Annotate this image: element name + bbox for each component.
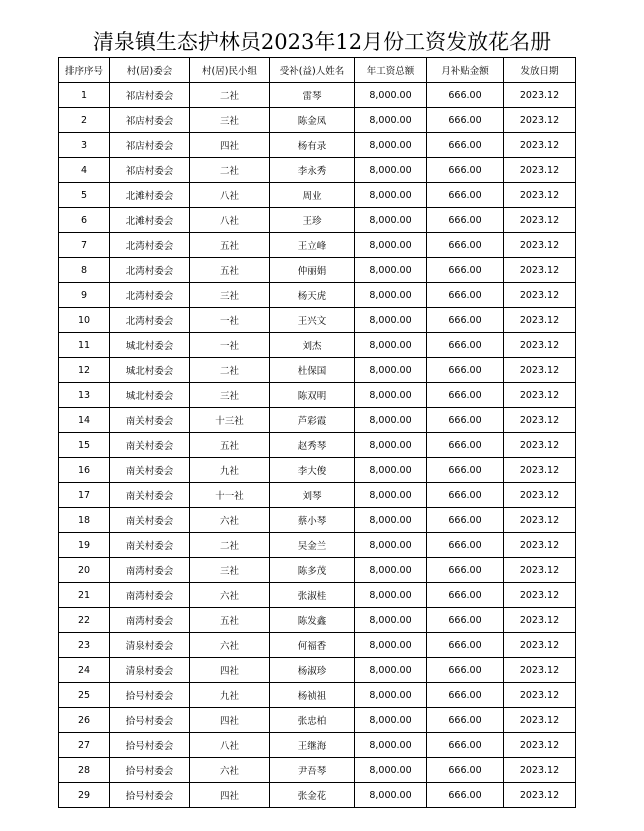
recipient-name-cell: 陈发鑫 [270, 608, 355, 633]
pay-date-cell: 2023.12 [504, 83, 576, 108]
village-committee-cell: 南湾村委会 [110, 583, 190, 608]
village-group-cell: 二社 [190, 358, 270, 383]
annual-total-cell: 8,000.00 [355, 183, 427, 208]
recipient-name-cell: 何福香 [270, 633, 355, 658]
village-group-cell: 三社 [190, 283, 270, 308]
village-committee-cell: 拾号村委会 [110, 708, 190, 733]
village-group-cell: 六社 [190, 508, 270, 533]
village-group-cell: 二社 [190, 83, 270, 108]
monthly-subsidy-cell: 666.00 [427, 658, 504, 683]
village-group-cell: 五社 [190, 608, 270, 633]
pay-date-cell: 2023.12 [504, 158, 576, 183]
pay-date-cell: 2023.12 [504, 583, 576, 608]
table-row [59, 183, 576, 208]
table-row [59, 508, 576, 533]
recipient-name-cell: 芦彩霞 [270, 408, 355, 433]
village-group-cell: 十三社 [190, 408, 270, 433]
seq-cell: 2 [59, 108, 110, 133]
monthly-subsidy-cell: 666.00 [427, 433, 504, 458]
table-row [59, 783, 576, 808]
recipient-name-cell: 刘琴 [270, 483, 355, 508]
seq-cell: 28 [59, 758, 110, 783]
monthly-subsidy-cell: 666.00 [427, 533, 504, 558]
header-recipient-name: 受补(益)人姓名 [270, 58, 355, 83]
pay-date-cell: 2023.12 [504, 458, 576, 483]
seq-cell: 7 [59, 233, 110, 258]
seq-cell: 29 [59, 783, 110, 808]
header-pay-date: 发放日期 [504, 58, 576, 83]
village-committee-cell: 南湾村委会 [110, 558, 190, 583]
annual-total-cell: 8,000.00 [355, 708, 427, 733]
village-group-cell: 八社 [190, 733, 270, 758]
table-row [59, 283, 576, 308]
annual-total-cell: 8,000.00 [355, 758, 427, 783]
monthly-subsidy-cell: 666.00 [427, 308, 504, 333]
header-village-committee: 村(居)委会 [110, 58, 190, 83]
pay-date-cell: 2023.12 [504, 558, 576, 583]
annual-total-cell: 8,000.00 [355, 783, 427, 808]
table-row [59, 258, 576, 283]
village-group-cell: 二社 [190, 158, 270, 183]
payroll-table [58, 57, 576, 808]
monthly-subsidy-cell: 666.00 [427, 508, 504, 533]
recipient-name-cell: 吴金兰 [270, 533, 355, 558]
table-row [59, 583, 576, 608]
annual-total-cell: 8,000.00 [355, 583, 427, 608]
seq-cell: 14 [59, 408, 110, 433]
village-group-cell: 八社 [190, 208, 270, 233]
table-row [59, 483, 576, 508]
village-committee-cell: 北湾村委会 [110, 283, 190, 308]
village-committee-cell: 拾号村委会 [110, 783, 190, 808]
seq-cell: 10 [59, 308, 110, 333]
village-committee-cell: 清泉村委会 [110, 633, 190, 658]
village-committee-cell: 南关村委会 [110, 458, 190, 483]
village-committee-cell: 祁店村委会 [110, 83, 190, 108]
seq-cell: 25 [59, 683, 110, 708]
table-body [59, 83, 576, 808]
village-group-cell: 六社 [190, 633, 270, 658]
monthly-subsidy-cell: 666.00 [427, 183, 504, 208]
pay-date-cell: 2023.12 [504, 783, 576, 808]
recipient-name-cell: 杨有录 [270, 133, 355, 158]
monthly-subsidy-cell: 666.00 [427, 558, 504, 583]
monthly-subsidy-cell: 666.00 [427, 383, 504, 408]
table-row [59, 558, 576, 583]
village-committee-cell: 祁店村委会 [110, 108, 190, 133]
monthly-subsidy-cell: 666.00 [427, 583, 504, 608]
recipient-name-cell: 仲丽娟 [270, 258, 355, 283]
village-committee-cell: 南关村委会 [110, 533, 190, 558]
village-group-cell: 八社 [190, 183, 270, 208]
recipient-name-cell: 杨天虎 [270, 283, 355, 308]
table-row [59, 358, 576, 383]
recipient-name-cell: 张淑桂 [270, 583, 355, 608]
pay-date-cell: 2023.12 [504, 333, 576, 358]
village-group-cell: 四社 [190, 658, 270, 683]
annual-total-cell: 8,000.00 [355, 508, 427, 533]
annual-total-cell: 8,000.00 [355, 283, 427, 308]
monthly-subsidy-cell: 666.00 [427, 233, 504, 258]
annual-total-cell: 8,000.00 [355, 208, 427, 233]
monthly-subsidy-cell: 666.00 [427, 758, 504, 783]
village-committee-cell: 城北村委会 [110, 333, 190, 358]
annual-total-cell: 8,000.00 [355, 483, 427, 508]
village-committee-cell: 南关村委会 [110, 508, 190, 533]
table-row [59, 533, 576, 558]
table-row [59, 83, 576, 108]
table-row [59, 658, 576, 683]
monthly-subsidy-cell: 666.00 [427, 633, 504, 658]
seq-cell: 5 [59, 183, 110, 208]
monthly-subsidy-cell: 666.00 [427, 783, 504, 808]
seq-cell: 12 [59, 358, 110, 383]
table-row [59, 333, 576, 358]
annual-total-cell: 8,000.00 [355, 108, 427, 133]
recipient-name-cell: 雷琴 [270, 83, 355, 108]
pay-date-cell: 2023.12 [504, 258, 576, 283]
annual-total-cell: 8,000.00 [355, 158, 427, 183]
seq-cell: 26 [59, 708, 110, 733]
pay-date-cell: 2023.12 [504, 308, 576, 333]
seq-cell: 24 [59, 658, 110, 683]
table-row [59, 133, 576, 158]
monthly-subsidy-cell: 666.00 [427, 333, 504, 358]
recipient-name-cell: 王立峰 [270, 233, 355, 258]
header-seq: 排序序号 [59, 58, 110, 83]
village-committee-cell: 城北村委会 [110, 358, 190, 383]
recipient-name-cell: 陈多茂 [270, 558, 355, 583]
pay-date-cell: 2023.12 [504, 133, 576, 158]
table-row [59, 708, 576, 733]
seq-cell: 16 [59, 458, 110, 483]
header-monthly-subsidy: 月补贴金额 [427, 58, 504, 83]
seq-cell: 8 [59, 258, 110, 283]
table-row [59, 633, 576, 658]
monthly-subsidy-cell: 666.00 [427, 283, 504, 308]
pay-date-cell: 2023.12 [504, 108, 576, 133]
village-committee-cell: 北湾村委会 [110, 308, 190, 333]
header-village-group: 村(居)民小组 [190, 58, 270, 83]
village-committee-cell: 北滩村委会 [110, 208, 190, 233]
annual-total-cell: 8,000.00 [355, 683, 427, 708]
village-group-cell: 五社 [190, 433, 270, 458]
recipient-name-cell: 尹吾琴 [270, 758, 355, 783]
village-group-cell: 四社 [190, 133, 270, 158]
recipient-name-cell: 张忠柏 [270, 708, 355, 733]
annual-total-cell: 8,000.00 [355, 83, 427, 108]
village-group-cell: 四社 [190, 783, 270, 808]
monthly-subsidy-cell: 666.00 [427, 158, 504, 183]
recipient-name-cell: 王兴文 [270, 308, 355, 333]
seq-cell: 23 [59, 633, 110, 658]
village-committee-cell: 清泉村委会 [110, 658, 190, 683]
recipient-name-cell: 周业 [270, 183, 355, 208]
monthly-subsidy-cell: 666.00 [427, 258, 504, 283]
village-group-cell: 三社 [190, 383, 270, 408]
recipient-name-cell: 王珍 [270, 208, 355, 233]
village-committee-cell: 拾号村委会 [110, 683, 190, 708]
annual-total-cell: 8,000.00 [355, 433, 427, 458]
pay-date-cell: 2023.12 [504, 383, 576, 408]
annual-total-cell: 8,000.00 [355, 258, 427, 283]
seq-cell: 11 [59, 333, 110, 358]
table-row [59, 433, 576, 458]
recipient-name-cell: 陈金凤 [270, 108, 355, 133]
seq-cell: 4 [59, 158, 110, 183]
seq-cell: 20 [59, 558, 110, 583]
monthly-subsidy-cell: 666.00 [427, 83, 504, 108]
village-group-cell: 九社 [190, 683, 270, 708]
seq-cell: 18 [59, 508, 110, 533]
monthly-subsidy-cell: 666.00 [427, 408, 504, 433]
monthly-subsidy-cell: 666.00 [427, 483, 504, 508]
table-row [59, 683, 576, 708]
village-group-cell: 一社 [190, 333, 270, 358]
seq-cell: 19 [59, 533, 110, 558]
pay-date-cell: 2023.12 [504, 533, 576, 558]
table-row [59, 233, 576, 258]
village-group-cell: 二社 [190, 533, 270, 558]
annual-total-cell: 8,000.00 [355, 633, 427, 658]
table-header-row [59, 58, 576, 83]
seq-cell: 17 [59, 483, 110, 508]
seq-cell: 15 [59, 433, 110, 458]
pay-date-cell: 2023.12 [504, 183, 576, 208]
recipient-name-cell: 赵秀琴 [270, 433, 355, 458]
pay-date-cell: 2023.12 [504, 408, 576, 433]
pay-date-cell: 2023.12 [504, 683, 576, 708]
page-title: 清泉镇生态护林员2023年12月份工资发放花名册 [92, 30, 552, 54]
table-row [59, 408, 576, 433]
pay-date-cell: 2023.12 [504, 283, 576, 308]
annual-total-cell: 8,000.00 [355, 358, 427, 383]
village-committee-cell: 祁店村委会 [110, 133, 190, 158]
annual-total-cell: 8,000.00 [355, 408, 427, 433]
monthly-subsidy-cell: 666.00 [427, 108, 504, 133]
village-group-cell: 三社 [190, 558, 270, 583]
village-committee-cell: 北湾村委会 [110, 258, 190, 283]
village-committee-cell: 南湾村委会 [110, 608, 190, 633]
annual-total-cell: 8,000.00 [355, 558, 427, 583]
pay-date-cell: 2023.12 [504, 358, 576, 383]
recipient-name-cell: 张金花 [270, 783, 355, 808]
recipient-name-cell: 李永秀 [270, 158, 355, 183]
pay-date-cell: 2023.12 [504, 758, 576, 783]
village-group-cell: 六社 [190, 758, 270, 783]
seq-cell: 9 [59, 283, 110, 308]
village-group-cell: 九社 [190, 458, 270, 483]
pay-date-cell: 2023.12 [504, 708, 576, 733]
monthly-subsidy-cell: 666.00 [427, 458, 504, 483]
annual-total-cell: 8,000.00 [355, 308, 427, 333]
pay-date-cell: 2023.12 [504, 483, 576, 508]
annual-total-cell: 8,000.00 [355, 658, 427, 683]
village-group-cell: 六社 [190, 583, 270, 608]
table-row [59, 208, 576, 233]
village-group-cell: 五社 [190, 258, 270, 283]
annual-total-cell: 8,000.00 [355, 233, 427, 258]
table-row [59, 158, 576, 183]
annual-total-cell: 8,000.00 [355, 133, 427, 158]
seq-cell: 22 [59, 608, 110, 633]
monthly-subsidy-cell: 666.00 [427, 133, 504, 158]
table-row [59, 108, 576, 133]
monthly-subsidy-cell: 666.00 [427, 683, 504, 708]
pay-date-cell: 2023.12 [504, 233, 576, 258]
annual-total-cell: 8,000.00 [355, 458, 427, 483]
recipient-name-cell: 蔡小琴 [270, 508, 355, 533]
village-group-cell: 一社 [190, 308, 270, 333]
village-committee-cell: 拾号村委会 [110, 733, 190, 758]
annual-total-cell: 8,000.00 [355, 383, 427, 408]
seq-cell: 21 [59, 583, 110, 608]
recipient-name-cell: 陈双明 [270, 383, 355, 408]
monthly-subsidy-cell: 666.00 [427, 733, 504, 758]
recipient-name-cell: 杜保国 [270, 358, 355, 383]
table-row [59, 758, 576, 783]
recipient-name-cell: 李大俊 [270, 458, 355, 483]
village-group-cell: 四社 [190, 708, 270, 733]
seq-cell: 3 [59, 133, 110, 158]
table-row [59, 383, 576, 408]
village-committee-cell: 北滩村委会 [110, 183, 190, 208]
pay-date-cell: 2023.12 [504, 633, 576, 658]
village-committee-cell: 南关村委会 [110, 408, 190, 433]
seq-cell: 6 [59, 208, 110, 233]
annual-total-cell: 8,000.00 [355, 533, 427, 558]
recipient-name-cell: 杨淑珍 [270, 658, 355, 683]
village-committee-cell: 拾号村委会 [110, 758, 190, 783]
seq-cell: 27 [59, 733, 110, 758]
table-row [59, 458, 576, 483]
annual-total-cell: 8,000.00 [355, 333, 427, 358]
village-committee-cell: 城北村委会 [110, 383, 190, 408]
monthly-subsidy-cell: 666.00 [427, 708, 504, 733]
village-committee-cell: 北湾村委会 [110, 233, 190, 258]
pay-date-cell: 2023.12 [504, 433, 576, 458]
pay-date-cell: 2023.12 [504, 733, 576, 758]
pay-date-cell: 2023.12 [504, 658, 576, 683]
annual-total-cell: 8,000.00 [355, 733, 427, 758]
pay-date-cell: 2023.12 [504, 208, 576, 233]
seq-cell: 1 [59, 83, 110, 108]
recipient-name-cell: 王继海 [270, 733, 355, 758]
recipient-name-cell: 刘杰 [270, 333, 355, 358]
monthly-subsidy-cell: 666.00 [427, 358, 504, 383]
village-group-cell: 三社 [190, 108, 270, 133]
table-row [59, 608, 576, 633]
village-group-cell: 十一社 [190, 483, 270, 508]
table-row [59, 733, 576, 758]
annual-total-cell: 8,000.00 [355, 608, 427, 633]
pay-date-cell: 2023.12 [504, 608, 576, 633]
header-annual-total: 年工资总额 [355, 58, 427, 83]
recipient-name-cell: 杨祯祖 [270, 683, 355, 708]
seq-cell: 13 [59, 383, 110, 408]
village-committee-cell: 南关村委会 [110, 483, 190, 508]
table-row [59, 308, 576, 333]
monthly-subsidy-cell: 666.00 [427, 208, 504, 233]
village-group-cell: 五社 [190, 233, 270, 258]
monthly-subsidy-cell: 666.00 [427, 608, 504, 633]
village-committee-cell: 南关村委会 [110, 433, 190, 458]
pay-date-cell: 2023.12 [504, 508, 576, 533]
village-committee-cell: 祁店村委会 [110, 158, 190, 183]
